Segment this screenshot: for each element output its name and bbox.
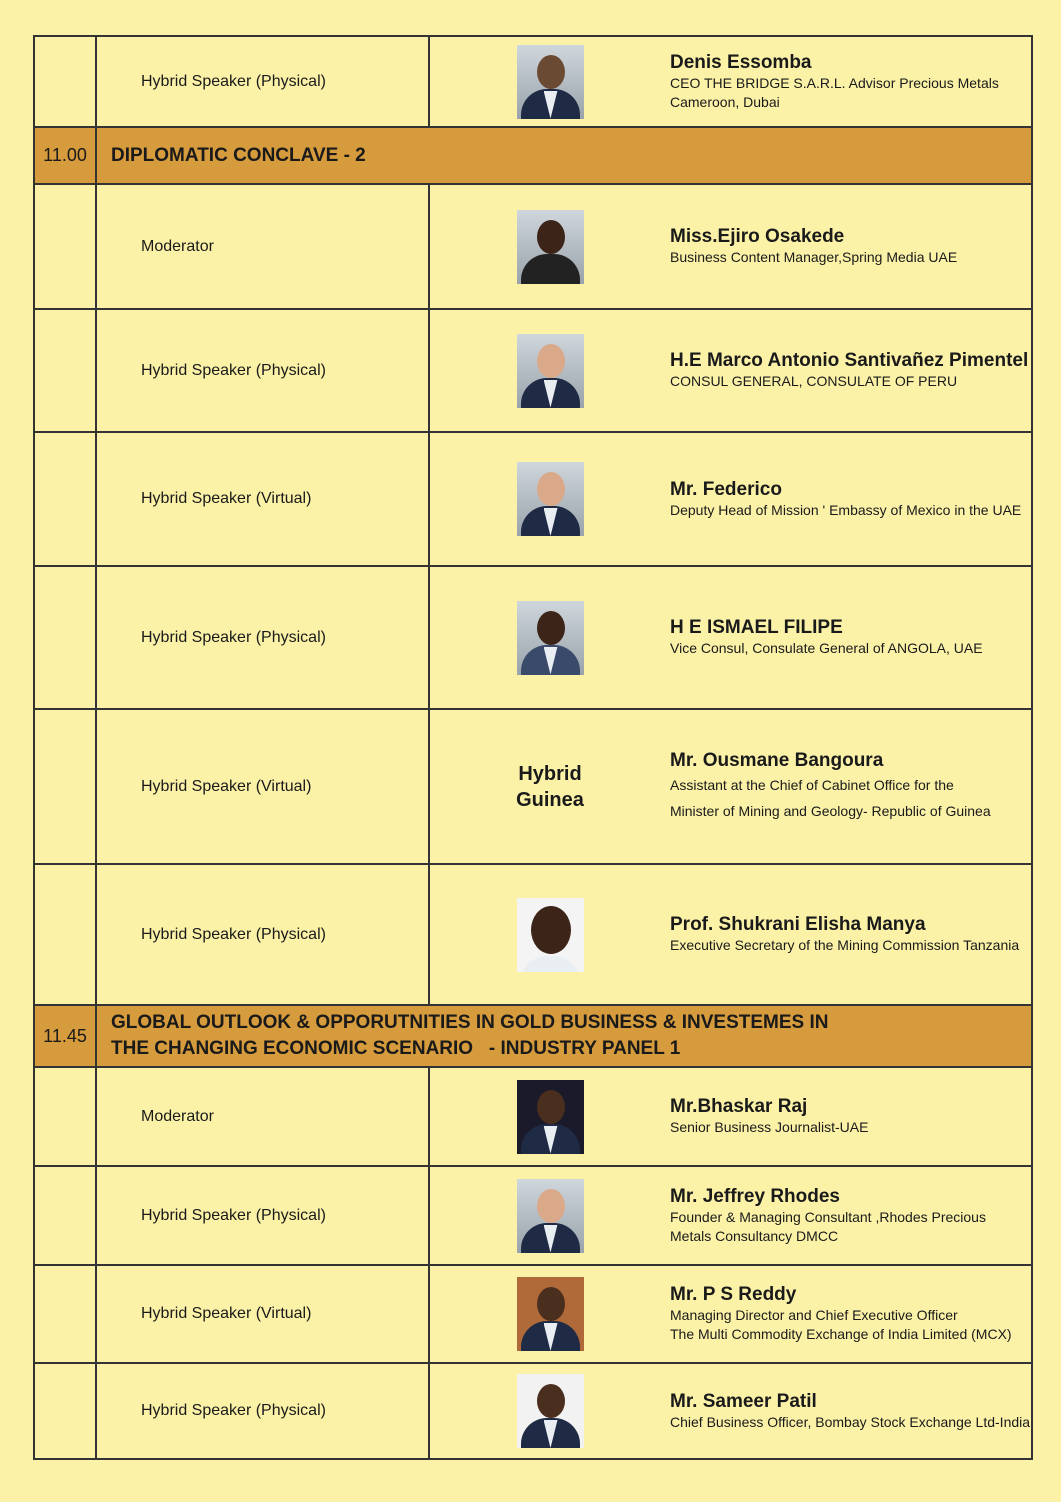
speaker-cell [430,185,1031,308]
time-cell [35,1167,97,1264]
time-cell [35,710,97,863]
agenda-row [33,865,1033,1006]
speaker-name: Mr. Jeffrey Rhodes [670,1185,840,1207]
role-cell: Hybrid Speaker (Virtual) [97,1266,430,1362]
speaker-desc-line: Vice Consul, Consulate General of ANGOLA, UAE [670,640,983,656]
speaker-cell [430,710,1031,863]
role-cell: Hybrid Speaker (Physical) [97,37,430,126]
speaker-desc-line: CONSUL GENERAL, CONSULATE OF PERU [670,373,958,389]
section-title [97,1006,1031,1066]
speaker-desc-line: Executive Secretary of the Mining Commission Tanzania [670,937,1020,953]
speaker-name: Mr. Federico [670,478,782,500]
section-time: 11.00 [35,128,97,183]
role-cell: Hybrid Speaker (Virtual) [97,710,430,863]
hybrid-label-line: Guinea [516,788,584,811]
time-cell [35,1068,97,1165]
speaker-name: Prof. Shukrani Elisha Manya [670,914,926,935]
time-cell [35,865,97,1004]
agenda-row [33,1068,1033,1167]
role-cell: Moderator [97,185,430,308]
section-header [33,128,1033,185]
speaker-cell [430,310,1031,431]
speaker-photo [517,45,584,119]
speaker-cell [430,567,1031,708]
agenda-row [33,1167,1033,1266]
agenda-row [33,1266,1033,1364]
speaker-photo [517,1374,584,1448]
speaker-desc-line: The Multi Commodity Exchange of India Limited (MCX) [670,1326,1012,1342]
speaker-desc-line: Senior Business Journalist-UAE [670,1119,869,1135]
time-cell [35,185,97,308]
agenda-table [33,35,1033,1460]
speaker-name: Mr. Ousmane Bangoura [670,749,884,771]
speaker-photo [517,462,584,536]
speaker-name: Mr.Bhaskar Raj [670,1096,808,1117]
speaker-name: Miss.Ejiro Osakede [670,226,845,247]
speaker-photo [517,1080,584,1154]
speaker-desc-line: Metals Consultancy DMCC [670,1227,839,1244]
section-title-line: DIPLOMATIC CONCLAVE - 2 [111,144,366,166]
speaker-name: Mr. Sameer Patil [670,1390,817,1412]
role-cell: Hybrid Speaker (Virtual) [97,433,430,565]
speaker-desc-line: Managing Director and Chief Executive Officer [670,1307,958,1323]
speaker-cell [430,1167,1031,1264]
speaker-photo [517,334,584,408]
speaker-photo [517,898,584,972]
speaker-desc-line: Cameroon, Dubai [670,93,780,110]
speaker-desc-line: CEO THE BRIDGE S.A.R.L. Advisor Precious Metals [670,74,999,91]
agenda-row [33,433,1033,567]
speaker-cell [430,1266,1031,1362]
time-cell [35,1266,97,1362]
speaker-photo [517,601,584,675]
agenda-row [33,1364,1033,1460]
speaker-desc-line: Founder & Managing Consultant ,Rhodes Precious [670,1208,986,1225]
section-header [33,1006,1033,1068]
role-cell: Hybrid Speaker (Physical) [97,865,430,1004]
time-cell [35,567,97,708]
speaker-name: Denis Essomba [670,51,812,73]
speaker-desc-line: Deputy Head of Mission ' Embassy of Mexico in the UAE [670,501,1022,518]
speaker-cell [430,433,1031,565]
role-cell: Hybrid Speaker (Physical) [97,310,430,431]
speaker-name: Mr. P S Reddy [670,1284,797,1305]
agenda-row [33,710,1033,865]
speaker-photo [517,1277,584,1351]
speaker-cell [430,865,1031,1004]
role-cell: Hybrid Speaker (Physical) [97,567,430,708]
section-title-line: THE CHANGING ECONOMIC SCENARIO - INDUSTRY PANEL 1 [111,1038,681,1059]
time-cell [35,310,97,431]
speaker-photo [517,210,584,284]
speaker-desc-line: Chief Business Officer, Bombay Stock Exchange Ltd-India [670,1413,1031,1430]
agenda-row [33,185,1033,310]
speaker-name: H.E Marco Antonio Santivañez Pimentel [670,350,1029,371]
speaker-cell [430,1068,1031,1165]
hybrid-label-line: Hybrid [518,762,582,785]
role-cell: Hybrid Speaker (Physical) [97,1364,430,1458]
time-cell [35,37,97,126]
speaker-name: H E ISMAEL FILIPE [670,617,843,638]
speaker-desc-line: Minister of Mining and Geology- Republic of Guinea [670,802,991,819]
role-cell: Moderator [97,1068,430,1165]
speaker-cell [430,37,1031,126]
speaker-photo [517,1179,584,1253]
section-time: 11.45 [35,1006,97,1066]
role-cell: Hybrid Speaker (Physical) [97,1167,430,1264]
time-cell [35,433,97,565]
hybrid-label [430,761,670,813]
agenda-row [33,310,1033,433]
agenda-row [33,35,1033,128]
section-title-line: GLOBAL OUTLOOK & OPPORUTNITIES IN GOLD BUSINESS & INVESTEMES IN [111,1012,829,1033]
speaker-cell [430,1364,1031,1458]
speaker-desc-line: Assistant at the Chief of Cabinet Office for the [670,776,954,793]
agenda-row [33,567,1033,710]
speaker-desc-line: Business Content Manager,Spring Media UAE [670,249,958,265]
time-cell [35,1364,97,1458]
section-title [97,128,1031,183]
